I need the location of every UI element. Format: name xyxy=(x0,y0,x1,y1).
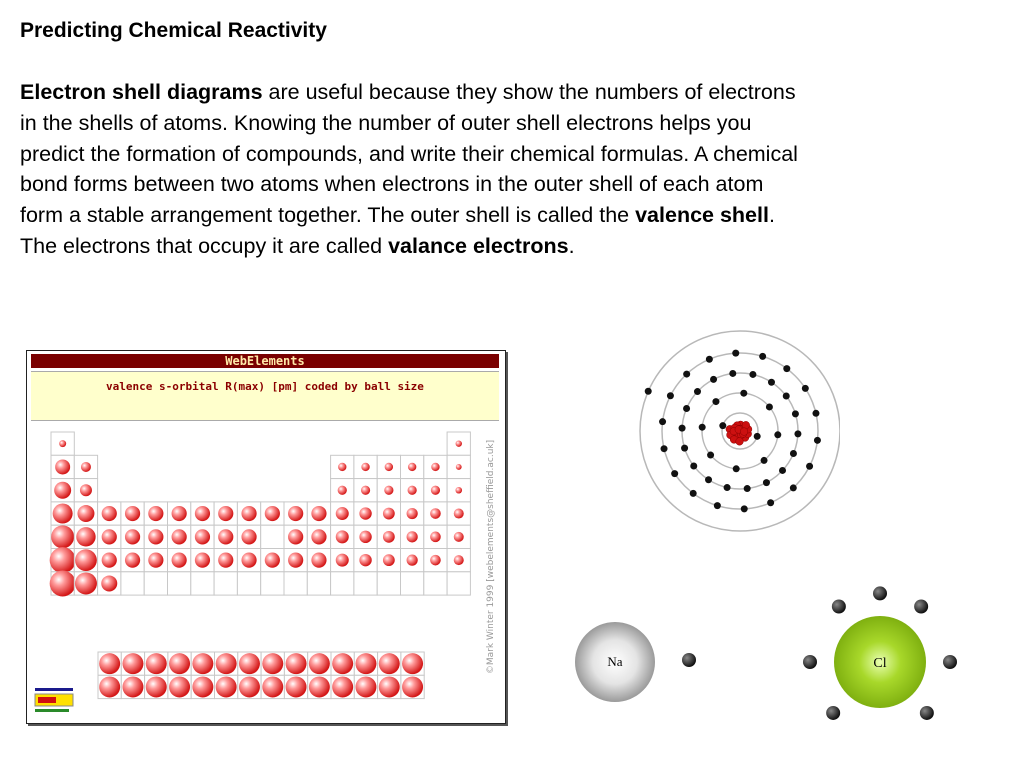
electron xyxy=(719,422,726,429)
electron xyxy=(681,445,688,452)
element-ball xyxy=(286,653,307,674)
element-ball xyxy=(359,554,371,566)
element-ball xyxy=(169,653,190,674)
chlorine-valence-electron xyxy=(914,600,928,614)
element-ball xyxy=(361,463,369,471)
electron xyxy=(645,388,652,395)
element-ball xyxy=(332,653,353,674)
electron xyxy=(768,379,775,386)
periodic-table-grid xyxy=(26,350,506,724)
electron xyxy=(706,356,713,363)
chlorine-label: Cl xyxy=(873,656,887,671)
element-cell xyxy=(307,572,330,595)
element-ball xyxy=(148,553,163,568)
element-ball xyxy=(50,570,76,596)
legend-swatch-red xyxy=(38,697,56,703)
nucleus-particle xyxy=(740,428,748,436)
element-ball xyxy=(431,463,439,471)
element-cell xyxy=(121,572,144,595)
element-cell xyxy=(237,572,260,595)
element-cell xyxy=(261,525,284,548)
electron xyxy=(683,371,690,378)
electron xyxy=(783,365,790,372)
chlorine-valence-electron xyxy=(803,655,817,669)
electron xyxy=(740,390,747,397)
panel-title: WebElements xyxy=(31,354,499,368)
element-ball xyxy=(125,553,140,568)
element-ball xyxy=(75,572,97,594)
element-ball xyxy=(102,529,117,544)
element-ball xyxy=(218,529,233,544)
element-ball xyxy=(359,507,371,519)
electron xyxy=(661,445,668,452)
element-ball xyxy=(172,529,187,544)
element-ball xyxy=(172,553,187,568)
electron xyxy=(733,465,740,472)
element-ball xyxy=(172,506,187,521)
element-ball xyxy=(379,653,400,674)
element-ball xyxy=(148,506,163,521)
electron xyxy=(792,410,799,417)
element-ball xyxy=(125,506,140,521)
element-ball xyxy=(288,529,303,544)
electron xyxy=(783,392,790,399)
paragraph-line-6 xyxy=(20,231,980,262)
electron xyxy=(749,371,756,378)
electron xyxy=(790,484,797,491)
element-ball xyxy=(122,653,143,674)
page-title: Predicting Chemical Reactivity xyxy=(20,19,327,42)
element-ball xyxy=(402,653,423,674)
element-ball xyxy=(51,525,74,548)
element-ball xyxy=(59,440,66,447)
element-ball xyxy=(101,575,117,591)
paragraph-line-1 xyxy=(20,77,980,108)
element-ball xyxy=(359,531,371,543)
element-cell xyxy=(284,572,307,595)
element-cell xyxy=(424,572,447,595)
electron xyxy=(779,467,786,474)
element-cell xyxy=(447,572,470,595)
paragraph-text: . xyxy=(568,233,575,258)
term-electron-shell-diagrams: Electron shell diagrams xyxy=(20,80,263,104)
element-ball xyxy=(192,653,213,674)
element-ball xyxy=(262,653,283,674)
element-ball xyxy=(332,676,353,697)
electron xyxy=(763,479,770,486)
credit-text: ©Mark Winter 1999 [webelements@sheffield.ac.uk] xyxy=(486,439,496,675)
element-ball xyxy=(54,482,71,499)
electron xyxy=(705,476,712,483)
electron xyxy=(679,425,686,432)
term-valence-shell: valence shell xyxy=(635,203,769,228)
element-ball xyxy=(430,508,441,519)
element-ball xyxy=(195,506,210,521)
element-ball xyxy=(239,653,260,674)
element-ball xyxy=(218,553,233,568)
element-ball xyxy=(402,676,423,697)
element-ball xyxy=(241,553,256,568)
element-ball xyxy=(309,653,330,674)
electron xyxy=(766,403,773,410)
electron xyxy=(814,437,821,444)
element-ball xyxy=(169,676,190,697)
sodium-label: Na xyxy=(607,654,623,669)
element-ball xyxy=(81,462,91,472)
element-ball xyxy=(431,486,440,495)
element-cell xyxy=(168,572,191,595)
element-ball xyxy=(456,440,462,446)
chlorine-valence-electron xyxy=(873,586,887,600)
element-ball xyxy=(309,676,330,697)
nucleus-particle xyxy=(736,438,744,446)
panel-credit xyxy=(484,428,498,686)
element-ball xyxy=(99,676,120,697)
paragraph-text: are useful because they show the numbers of electrons xyxy=(262,80,796,104)
electron xyxy=(710,376,717,383)
element-ball xyxy=(361,486,370,495)
paragraph-text: . xyxy=(768,203,775,228)
chlorine-valence-electron xyxy=(826,706,840,720)
element-ball xyxy=(265,553,280,568)
element-ball xyxy=(311,529,326,544)
electron xyxy=(761,457,768,464)
element-ball xyxy=(125,529,140,544)
element-ball xyxy=(355,653,376,674)
element-ball xyxy=(408,463,416,471)
element-ball xyxy=(99,653,120,674)
panel-subtitle: valence s-orbital R(max) [pm] coded by ball size xyxy=(31,371,499,421)
element-ball xyxy=(408,486,417,495)
electron xyxy=(712,398,719,405)
element-ball xyxy=(77,505,94,522)
electron xyxy=(754,433,761,440)
element-ball xyxy=(383,531,395,543)
electron xyxy=(667,392,674,399)
element-ball xyxy=(50,547,76,573)
electron xyxy=(699,424,706,431)
element-ball xyxy=(75,549,97,571)
element-ball xyxy=(338,486,347,495)
element-ball xyxy=(55,459,70,474)
element-ball xyxy=(311,553,326,568)
electron xyxy=(802,385,809,392)
element-ball xyxy=(383,554,395,566)
element-cell xyxy=(401,572,424,595)
chlorine-valence-electron xyxy=(832,600,846,614)
element-ball xyxy=(336,530,349,543)
webelements-periodic-table xyxy=(26,350,506,724)
element-ball xyxy=(216,653,237,674)
element-ball xyxy=(455,487,462,494)
element-ball xyxy=(146,676,167,697)
element-ball xyxy=(288,553,303,568)
electron xyxy=(729,370,736,377)
electron xyxy=(767,499,774,506)
electron xyxy=(794,430,801,437)
element-ball xyxy=(355,676,376,697)
element-ball xyxy=(385,463,393,471)
sodium-valence-electron xyxy=(682,653,696,667)
element-cell xyxy=(377,572,400,595)
chlorine-valence-electron xyxy=(943,655,957,669)
paragraph-line-2: in the shells of atoms. Knowing the number of outer shell electrons helps you xyxy=(20,110,752,135)
element-ball xyxy=(265,506,280,521)
element-ball xyxy=(430,532,441,543)
element-ball xyxy=(384,486,393,495)
element-ball xyxy=(102,506,117,521)
element-ball xyxy=(80,484,92,496)
element-ball xyxy=(338,463,346,471)
electron xyxy=(694,388,701,395)
intro-paragraph xyxy=(20,77,980,262)
paragraph-line-5 xyxy=(20,200,980,231)
legend-bar xyxy=(35,688,73,691)
element-ball xyxy=(454,555,464,565)
element-cell xyxy=(261,572,284,595)
electron xyxy=(774,431,781,438)
element-ball xyxy=(192,676,213,697)
element-cell xyxy=(214,572,237,595)
element-ball xyxy=(76,527,95,546)
electron xyxy=(724,484,731,491)
element-ball xyxy=(456,464,462,470)
element-ball xyxy=(311,506,326,521)
element-cell xyxy=(331,572,354,595)
legend-bar xyxy=(35,709,69,712)
electron xyxy=(741,505,748,512)
element-ball xyxy=(407,508,418,519)
element-ball xyxy=(239,676,260,697)
element-ball xyxy=(336,507,349,520)
electron xyxy=(812,410,819,417)
element-ball xyxy=(53,504,73,524)
electron xyxy=(683,405,690,412)
element-ball xyxy=(122,676,143,697)
electron xyxy=(732,350,739,357)
element-ball xyxy=(102,553,117,568)
chlorine-valence-electron xyxy=(920,706,934,720)
ionic-bond-diagram xyxy=(565,578,985,748)
electron xyxy=(671,470,678,477)
electron xyxy=(806,463,813,470)
electron xyxy=(659,418,666,425)
element-ball xyxy=(241,529,256,544)
element-cell xyxy=(354,572,377,595)
paragraph-line-3: predict the formation of compounds, and write their chemical formulas. A chemical xyxy=(20,141,798,166)
electron xyxy=(690,490,697,497)
element-ball xyxy=(195,553,210,568)
element-ball xyxy=(241,506,256,521)
paragraph-text: form a stable arrangement together. The outer shell is called the xyxy=(20,203,636,228)
element-ball xyxy=(216,676,237,697)
element-ball xyxy=(336,554,349,567)
electron-shell-diagram xyxy=(630,325,840,537)
element-ball xyxy=(379,676,400,697)
electron xyxy=(759,353,766,360)
element-ball xyxy=(454,509,464,519)
element-ball xyxy=(262,676,283,697)
term-valance-electrons: valance electrons xyxy=(388,233,569,258)
element-ball xyxy=(148,529,163,544)
element-ball xyxy=(288,506,303,521)
electron xyxy=(714,502,721,509)
element-ball xyxy=(146,653,167,674)
element-ball xyxy=(430,555,441,566)
element-ball xyxy=(383,508,395,520)
element-ball xyxy=(407,555,418,566)
element-cell xyxy=(144,572,167,595)
electron xyxy=(790,450,797,457)
element-ball xyxy=(454,532,464,542)
paragraph-line-4: bond forms between two atoms when electrons in the outer shell of each atom xyxy=(20,172,764,197)
electron xyxy=(707,452,714,459)
electron xyxy=(744,485,751,492)
element-ball xyxy=(195,529,210,544)
electron xyxy=(690,463,697,470)
paragraph-text: The electrons that occupy it are called xyxy=(20,233,389,258)
element-ball xyxy=(286,676,307,697)
element-ball xyxy=(407,531,418,542)
element-cell xyxy=(191,572,214,595)
element-ball xyxy=(218,506,233,521)
